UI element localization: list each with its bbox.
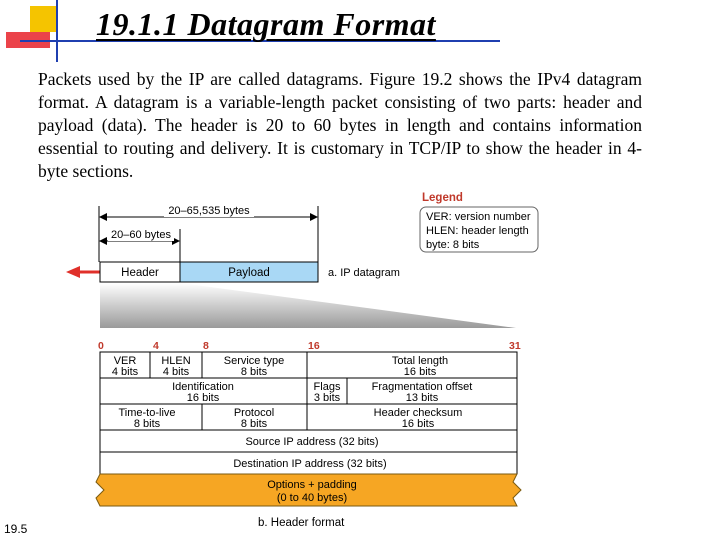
slide-body-text: Packets used by the IP are called datagrams. Figure 19.2 shows the IPv4 datagram format. A datagram is a variable-length packet consisting of two parts: header and payload (data). The header is 20 to 60 bytes in length and contains information essential to routing and delivery. It is customary in TCP/IP to show the header in 4-byte sections. [38, 69, 642, 181]
options-bytes: (0 to 40 bytes) [276, 492, 348, 504]
bit-marker-16: 16 [308, 340, 320, 352]
slide-title: 19.1.1 Datagram Format [96, 6, 436, 42]
source-ip-label: Source IP address (32 bits) [245, 436, 379, 448]
payload-segment-label: Payload [228, 267, 270, 279]
bit-marker-31: 31 [509, 340, 521, 352]
protocol-label: Protocol [233, 407, 275, 419]
ver-bits: 4 bits [111, 366, 139, 378]
service-type-label: Service type [223, 355, 285, 367]
protocol-bits: 8 bits [240, 418, 268, 430]
header-format-caption: b. Header format [258, 517, 345, 529]
bit-marker-4: 4 [153, 340, 159, 352]
total-length-field-label: Total length [391, 355, 449, 367]
total-length-label: 20–65,535 bytes [168, 205, 250, 217]
header-segment-label: Header [121, 267, 159, 279]
legend-line-byte: byte: 8 bits [426, 239, 480, 251]
red-arrow-icon [66, 266, 80, 278]
options-label: Options + padding [267, 479, 357, 491]
fragmentation-offset-bits: 13 bits [405, 392, 439, 404]
bit-marker-0: 0 [98, 340, 104, 352]
legend-line-ver: VER: version number [426, 211, 531, 223]
ttl-label: Time-to-live [118, 407, 176, 419]
identification-bits: 16 bits [186, 392, 220, 404]
page-number: 19.5 [4, 522, 28, 536]
total-length-field-bits: 16 bits [403, 366, 437, 378]
hlen-label: HLEN [161, 355, 191, 367]
header-checksum-label: Header checksum [373, 407, 463, 419]
hlen-bits: 4 bits [162, 366, 190, 378]
legend-line-hlen: HLEN: header length [426, 225, 529, 237]
header-length-label: 20–60 bytes [111, 229, 171, 241]
flags-bits: 3 bits [313, 392, 341, 404]
header-checksum-bits: 16 bits [401, 418, 435, 430]
datagram-caption: a. IP datagram [328, 267, 400, 279]
ttl-bits: 8 bits [133, 418, 161, 430]
service-type-bits: 8 bits [240, 366, 268, 378]
fragmentation-offset-label: Fragmentation offset [371, 381, 473, 393]
identification-label: Identification [172, 381, 234, 393]
expansion-wedge [100, 283, 516, 328]
destination-ip-label: Destination IP address (32 bits) [233, 458, 387, 470]
ver-label: VER [113, 355, 137, 367]
legend-title: Legend [422, 192, 463, 204]
flags-label: Flags [313, 381, 341, 393]
bit-marker-8: 8 [203, 340, 209, 352]
